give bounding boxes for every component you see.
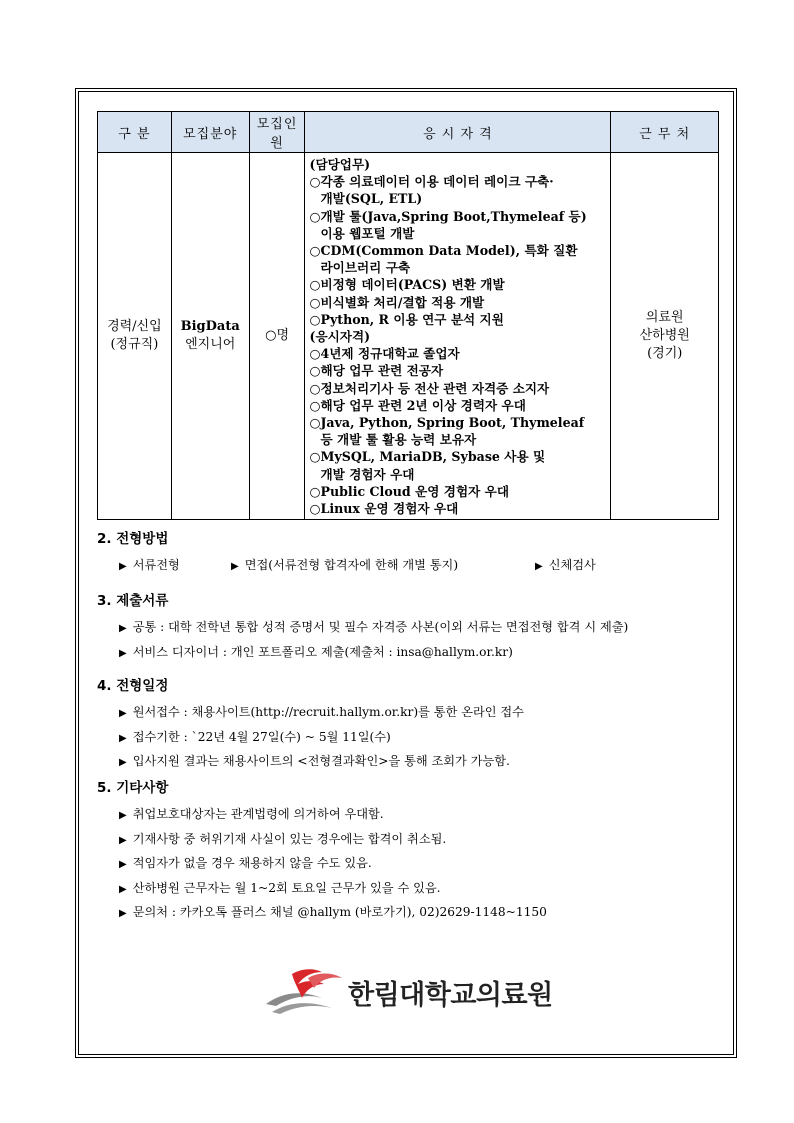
qualification-item: 개발 경험자 우대 (320, 466, 415, 482)
workplace-line: 산하병원 (639, 328, 690, 344)
qualification-item: ○정보처리기사 등 전산 관련 자격증 소지자 (309, 380, 550, 396)
field-line: BigData (180, 319, 240, 335)
workplace-line: 의료원 (645, 310, 684, 326)
qualifications-list (309, 345, 606, 517)
bullet-arrow-icon: ▶ (119, 623, 127, 634)
list-item (97, 616, 737, 641)
section-title: 2. 전형방법 (97, 531, 169, 547)
list-item-text: 서비스 디자이너 : 개인 포트폴리오 제출(제출처 : insa@hallym.or.kr) (132, 644, 513, 659)
list-item-text: 산하병원 근무자는 월 1~2회 토요일 근무가 있을 수 있음. (132, 880, 441, 895)
duty-item: 라이브러리 구축 (320, 260, 411, 276)
list-item (97, 750, 737, 775)
recruitment-table (97, 111, 719, 520)
hallym-logo (262, 963, 562, 1021)
field-cell (171, 153, 249, 520)
category-line: (정규직) (110, 337, 159, 353)
section-title: 5. 기타사항 (97, 780, 169, 796)
field-line: 엔지니어 (185, 337, 236, 353)
hallym-emblem-icon (262, 964, 346, 1020)
bullet-arrow-icon: ▶ (119, 732, 127, 744)
section-etc (97, 776, 737, 926)
section-documents (97, 589, 737, 665)
qualification-item: ○Java, Python, Spring Boot, Thymeleaf (309, 415, 585, 431)
list-item (513, 554, 635, 579)
list-item (97, 852, 737, 877)
duty-item: ○개발 툴(Java,Spring Boot,Thymeleaf 등) (309, 208, 587, 224)
workplace-cell (611, 153, 719, 520)
duty-item: ○비정형 데이터(PACS) 변환 개발 (309, 277, 505, 293)
section-selection-method (97, 527, 737, 579)
duty-item: 개발(SQL, ETL) (320, 191, 423, 207)
list-item (97, 726, 737, 751)
duty-item: ○Python, R 이용 연구 분석 지원 (309, 311, 504, 327)
header-qualifications: 응 시 자 격 (305, 112, 611, 153)
list-item-text: 기재사항 중 허위기재 사실이 있는 경우에는 합격이 취소됨. (132, 831, 447, 846)
list-item-text: 면접(서류전형 합격자에 한해 개별 통지) (244, 558, 459, 572)
bullet-arrow-icon: ▶ (119, 883, 127, 895)
list-item-text: 신체검사 (548, 558, 596, 572)
qualification-item: ○Public Cloud 운영 경험자 우대 (309, 483, 510, 499)
bullet-arrow-icon: ▶ (535, 561, 543, 572)
bullet-arrow-icon: ▶ (119, 757, 127, 768)
qualifications-cell (305, 153, 611, 520)
bullet-arrow-icon: ▶ (119, 908, 127, 919)
bullet-arrow-icon: ▶ (119, 647, 127, 659)
list-item-text: 서류전형 (132, 558, 180, 572)
table-header-row (98, 112, 719, 153)
list-item-text: 공통 : 대학 전학년 통합 성적 증명서 및 필수 자격증 사본(이외 서류는 면접전형 합격 시 제출) (132, 620, 629, 634)
duty-item: ○CDM(Common Data Model), 특화 질환 (309, 243, 578, 259)
qualification-item: ○해당 업무 관련 2년 이상 경력자 우대 (309, 397, 526, 413)
list-item (209, 554, 513, 579)
header-field: 모집분야 (171, 112, 249, 153)
bullet-arrow-icon: ▶ (119, 708, 127, 719)
list-item (97, 828, 737, 853)
list-item-text: 입사지원 결과는 채용사이트의 <전형결과확인>을 통해 조회가 가능함. (132, 754, 510, 768)
section-title: 3. 제출서류 (97, 593, 169, 609)
list-item (97, 641, 737, 666)
headcount-value: ○명 (265, 328, 290, 344)
duty-item: ○비식별화 처리/결합 적용 개발 (309, 294, 485, 310)
bullet-arrow-icon: ▶ (119, 859, 127, 870)
bullet-arrow-icon: ▶ (231, 561, 239, 572)
header-headcount: 모집인원 (249, 112, 305, 153)
list-item (97, 901, 737, 926)
schedule-list (97, 701, 737, 775)
list-item-text: 취업보호대상자는 관계법령에 의거하여 우대함. (132, 807, 384, 821)
category-line: 경력/신입 (107, 319, 162, 335)
list-item-text: 원서접수 : 채용사이트(http://recruit.hallym.or.kr)를 통한 온라인 접수 (132, 705, 524, 719)
workplace-line: (경기) (647, 346, 683, 362)
duties-list (309, 173, 606, 328)
list-item (97, 877, 737, 902)
table-row (98, 153, 719, 520)
qualification-item: ○MySQL, MariaDB, Sybase 사용 및 (309, 449, 546, 465)
documents-list (97, 616, 737, 665)
bullet-arrow-icon: ▶ (119, 834, 127, 846)
list-item-text: 접수기한 : `22년 4월 27일(수) ~ 5월 11일(수) (132, 729, 391, 744)
header-workplace: 근 무 처 (611, 112, 719, 153)
section-schedule (97, 674, 737, 775)
qualification-item: 등 개발 툴 활용 능력 보유자 (320, 432, 477, 448)
header-category: 구 분 (98, 112, 172, 153)
logo-text: 한림대학교의료원 (348, 979, 553, 1011)
duties-title: (담당업무) (309, 157, 371, 172)
list-item (97, 701, 737, 726)
bullet-arrow-icon: ▶ (119, 810, 127, 821)
duty-item: ○각종 의료데이터 이용 데이터 레이크 구축· (309, 174, 554, 190)
qualification-item: ○4년제 정규대학교 졸업자 (309, 346, 460, 362)
category-cell (98, 153, 172, 520)
qualification-item: ○Linux 운영 경험자 우대 (309, 501, 459, 517)
duty-item: 이용 웹포털 개발 (320, 225, 415, 241)
list-item-text: 적임자가 없을 경우 채용하지 않을 수도 있음. (132, 856, 372, 870)
headcount-cell (249, 153, 305, 520)
section-title: 4. 전형일정 (97, 678, 169, 694)
qualifications-title: (응시자격) (309, 329, 371, 345)
list-item-text: 문의처 : 카카오톡 플러스 채널 @hallym (바로가기), 02)2629-1148~1150 (132, 905, 547, 919)
selection-method-list (97, 554, 737, 579)
list-item (97, 803, 737, 828)
etc-list (97, 803, 737, 926)
qualification-item: ○해당 업무 관련 전공자 (309, 363, 444, 379)
list-item (97, 554, 209, 579)
bullet-arrow-icon: ▶ (119, 561, 127, 572)
